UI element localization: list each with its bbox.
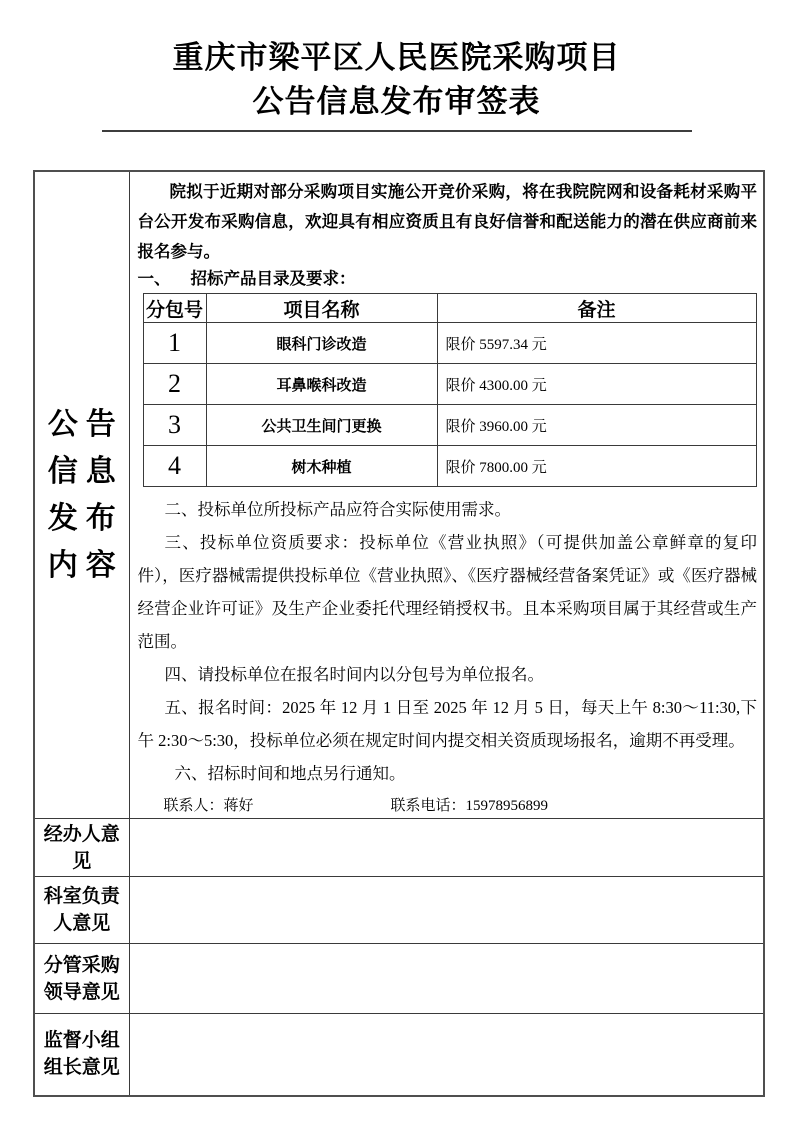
price-note: 限价 5597.34 元: [437, 323, 756, 364]
supervision-group-leader-opinion-label: 监督小组组长意见: [43, 1030, 120, 1079]
content-label-line: 公告: [47, 408, 124, 441]
price-note: 限价 4300.00 元: [437, 364, 756, 405]
column-header-note: 备注: [437, 294, 756, 323]
content-label-line: 发布: [47, 502, 124, 535]
supervision-group-leader-opinion-space: [129, 1014, 764, 1096]
department-head-opinion-space: [129, 877, 764, 944]
document-title-line1: 重庆市梁平区人民医院采购项目: [172, 40, 621, 75]
price-note: 限价 3960.00 元: [437, 405, 756, 446]
table-row: [143, 323, 756, 364]
project-name: 树木种植: [206, 446, 437, 487]
contact-person-label: 联系人：: [163, 798, 224, 814]
contact-line: [138, 794, 758, 818]
item-paragraph-2: 二、投标单位所投标产品应符合实际使用需求。: [164, 500, 511, 519]
content-cell: [129, 171, 764, 819]
product-catalog-table: [143, 293, 757, 487]
title-underline: [102, 130, 692, 132]
column-header-project-name: 项目名称: [206, 294, 437, 323]
project-name: 眼科门诊改造: [206, 323, 437, 364]
price-note: 限价 7800.00 元: [437, 446, 756, 487]
intro-paragraph: 院拟于近期对部分采购项目实施公开竞价采购，将在我院院网和设备耗材采购平台公开发布采购信息，欢迎具有相应资质且有良好信誉和配送能力的潜在供应商前来报名参与。: [137, 182, 757, 261]
package-no: 3: [143, 405, 206, 446]
content-label-line: 信息: [47, 455, 124, 488]
project-name: 耳鼻喉科改造: [206, 364, 437, 405]
handler-opinion-label: 经办人意见: [43, 823, 120, 872]
content-section-label-cell: [34, 171, 129, 819]
supervision-group-leader-opinion-row: [34, 1014, 764, 1096]
package-no: 4: [143, 446, 206, 487]
table-row: [143, 405, 756, 446]
section1-title: 招标产品目录及要求：: [190, 269, 356, 288]
handler-opinion-space: [129, 819, 764, 877]
product-table-header-row: [143, 294, 756, 323]
handler-opinion-label-cell: [34, 819, 129, 877]
content-row: [34, 171, 764, 819]
project-name: 公共卫生间门更换: [206, 405, 437, 446]
item-paragraph-4: 四、请投标单位在报名时间内以分包号为单位报名。: [164, 665, 544, 684]
package-no: 2: [143, 364, 206, 405]
section1-number: 一、: [137, 269, 171, 288]
handler-opinion-row: [34, 819, 764, 877]
contact-phone-label: 联系电话：: [390, 798, 466, 814]
supervision-group-leader-opinion-label-cell: [34, 1014, 129, 1096]
package-no: 1: [143, 323, 206, 364]
contact-person-name: 蒋好: [223, 798, 254, 814]
department-head-opinion-label: 科室负责人意见: [43, 886, 120, 934]
table-row: [143, 364, 756, 405]
item-paragraph-5: 五、报名时间：2025 年 12 月 1 日至 2025 年 12 月 5 日，每天上午 8:30～11:30,下午 2:30～5:30，投标单位必须在规定时间内提交相关资质现场报名，逾期不再受理。: [137, 698, 757, 750]
procurement-leader-opinion-row: [34, 944, 764, 1014]
contact-phone-number: 15978956899: [465, 798, 549, 814]
procurement-leader-opinion-label: 分管采购领导意见: [43, 954, 120, 1003]
table-row: [143, 446, 756, 487]
column-header-package-no: 分包号: [143, 294, 206, 323]
document-title-line2: 公告信息发布审签表: [252, 84, 541, 119]
item-paragraph-3: 三、投标单位资质要求：投标单位《营业执照》（可提供加盖公章鲜章的复印件），医疗器械需提供投标单位《营业执照》、《医疗器械经营备案凭证》或《医疗器械经营企业许可证》及生产企业委托代理经销授权书。且本采购项目属于其经营或生产范围。: [137, 533, 757, 651]
item-paragraph-6: 六、招标时间和地点另行通知。: [174, 764, 406, 783]
department-head-opinion-row: [34, 877, 764, 944]
procurement-leader-opinion-space: [129, 944, 764, 1014]
section1-heading: [138, 267, 758, 291]
content-label-line: 内容: [47, 549, 124, 582]
approval-form-table: [33, 170, 765, 1097]
department-head-opinion-label-cell: [34, 877, 129, 944]
procurement-leader-opinion-label-cell: [34, 944, 129, 1014]
document-header: [0, 0, 793, 132]
